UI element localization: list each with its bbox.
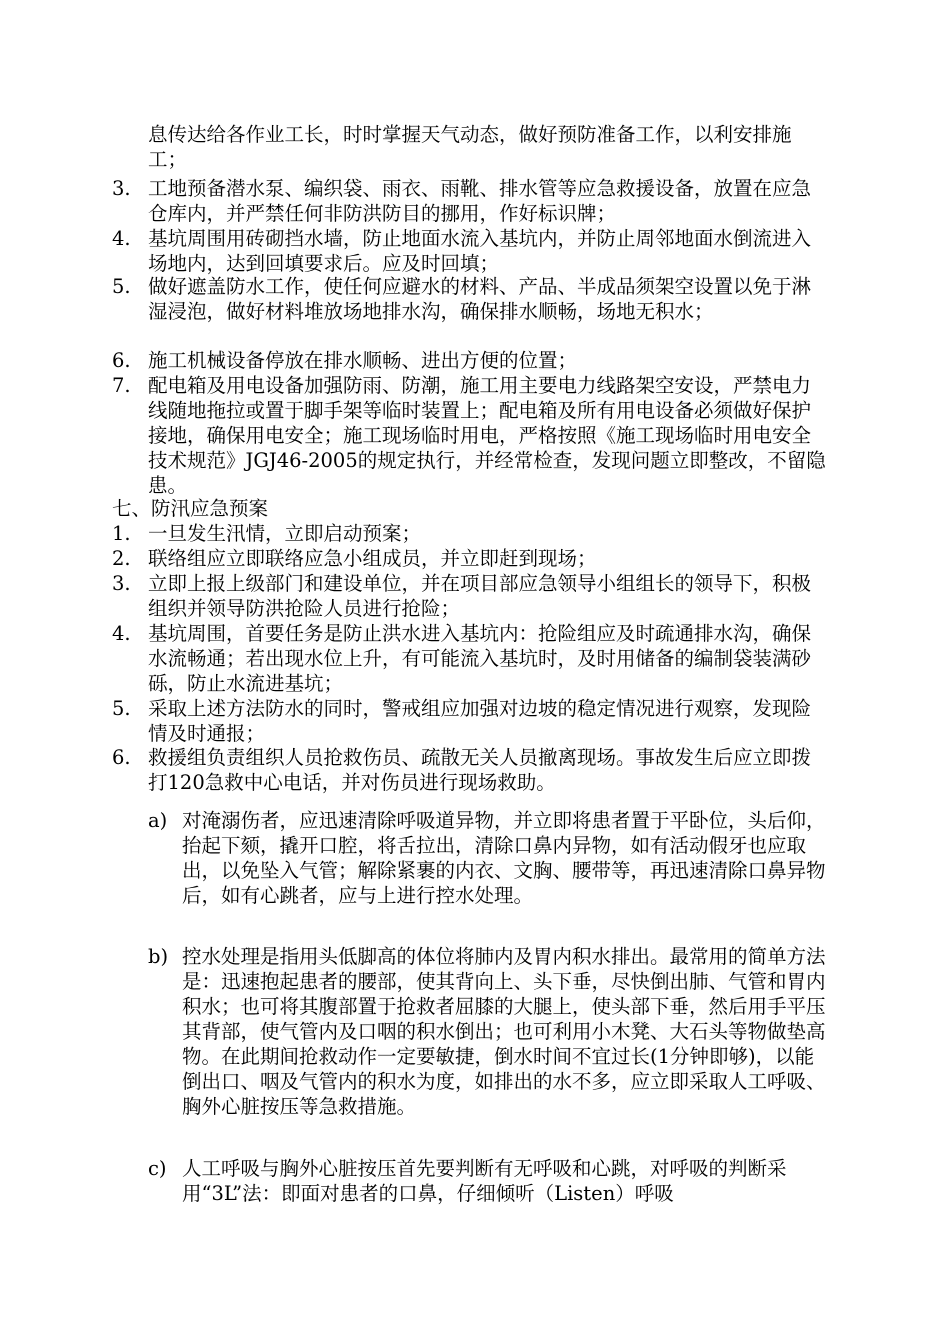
sub-list-marker: a) [148, 809, 168, 832]
continuation-paragraph: 息传达给各作业工长，时时掌握天气动态，做好预防准备工作，以利安排施工； [148, 123, 792, 171]
list-text: 采取上述方法防水的同时，警戒组应加强对边坡的稳定情况进行观察，发现险情及时通报； [148, 697, 812, 745]
list-number: 2. [112, 547, 131, 570]
list-item [112, 521, 828, 546]
list-number: 4. [112, 227, 131, 250]
list-number: 6. [112, 349, 131, 372]
list-item [112, 226, 828, 276]
list-item [112, 176, 828, 226]
sub-list-marker: b) [148, 945, 169, 968]
section-heading: 七、防汛应急预案 [112, 497, 269, 520]
list-text: 施工机械设备停放在排水顺畅、进出方便的位置； [148, 349, 578, 372]
list-text: 做好遮盖防水工作，使任何应避水的材料、产品、半成品须架空设置以免于淋湿浸泡，做好材料堆放场地排水沟，确保排水顺畅，场地无积水； [148, 275, 812, 323]
sub-list-item [148, 808, 828, 908]
list-number: 4. [112, 622, 131, 645]
list-item [112, 571, 828, 621]
list-item [112, 621, 828, 696]
list-item [112, 274, 828, 324]
sub-list-text: 控水处理是指用头低脚高的体位将肺内及胃内积水排出。最常用的简单方法是：迅速抱起患者的腰部，使其背向上、头下垂，尽快倒出肺、气管和胃内积水；也可将其腹部置于抢救者屈膝的大腿上，使头部下垂，然后用手平压其背部，使气管内及口咽的积水倒出；也可利用小木凳、大石头等物做垫高物。在此期间抢救动作一定要敏捷，倒水时间不宜过长(1分钟即够)，以能倒出口、咽及气管内的积水为度，如排出的水不多，应立即采取人工呼吸、胸外心脏按压等急救措施。 [182, 945, 826, 1118]
list-number: 5. [112, 697, 131, 720]
list-item [112, 696, 828, 746]
sub-list-text: 对淹溺伤者，应迅速清除呼吸道异物，并立即将患者置于平卧位，头后仰，抬起下颏，撬开口腔，将舌拉出，清除口鼻内异物，如有活动假牙也应取出，以免坠入气管；解除紧裹的内衣、文胸、腰带等，再迅速清除口鼻异物后，如有心跳者，应与上进行控水处理。 [182, 809, 826, 907]
sub-list-item [148, 1156, 828, 1206]
list-text: 救援组负责组织人员抢救伤员、疏散无关人员撤离现场。事故发生后应立即拨打120急救中心电话，并对伤员进行现场救助。 [148, 746, 812, 794]
list-number: 3. [112, 177, 131, 200]
list-number: 5. [112, 275, 131, 298]
list-number: 1. [112, 522, 131, 545]
list-text: 一旦发生汛情，立即启动预案； [148, 522, 422, 545]
sub-list-text: 人工呼吸与胸外心脏按压首先要判断有无呼吸和心跳，对呼吸的判断采用“3L”法：即面对患者的口鼻，仔细倾听（Listen）呼吸 [182, 1157, 787, 1205]
list-text: 立即上报上级部门和建设单位，并在项目部应急领导小组组长的领导下，积极组织并领导防洪抢险人员进行抢险； [148, 572, 812, 620]
list-text: 联络组应立即联络应急小组成员，并立即赶到现场； [148, 547, 597, 570]
list-text: 工地预备潜水泵、编织袋、雨衣、雨靴、排水管等应急救援设备，放置在应急仓库内，并严禁任何非防洪防目的挪用，作好标识牌； [148, 177, 812, 225]
list-text: 基坑周围用砖砌挡水墙，防止地面水流入基坑内，并防止周邻地面水倒流进入场地内，达到回填要求后。应及时回填； [148, 227, 812, 275]
list-item [112, 546, 828, 571]
list-text: 配电箱及用电设备加强防雨、防潮，施工用主要电力线路架空安设，严禁电力线随地拖拉或置于脚手架等临时装置上；配电箱及所有用电设备必须做好保护接地，确保用电安全；施工现场临时用电，严格按照《施工现场临时用电安全技术规范》JGJ46-2005的规定执行，并经常检查，发现问题立即整改，不留隐患。 [148, 374, 826, 497]
list-number: 3. [112, 572, 131, 595]
list-number: 6. [112, 746, 131, 769]
list-number: 7. [112, 374, 131, 397]
list-item [112, 373, 828, 498]
sub-list-marker: c) [148, 1157, 167, 1180]
list-text: 基坑周围，首要任务是防止洪水进入基坑内：抢险组应及时疏通排水沟，确保水流畅通；若出现水位上升，有可能流入基坑时，及时用储备的编制袋装满砂砾，防止水流进基坑； [148, 622, 812, 695]
list-item [112, 745, 828, 795]
list-item [112, 348, 828, 373]
sub-list-item [148, 944, 828, 1119]
